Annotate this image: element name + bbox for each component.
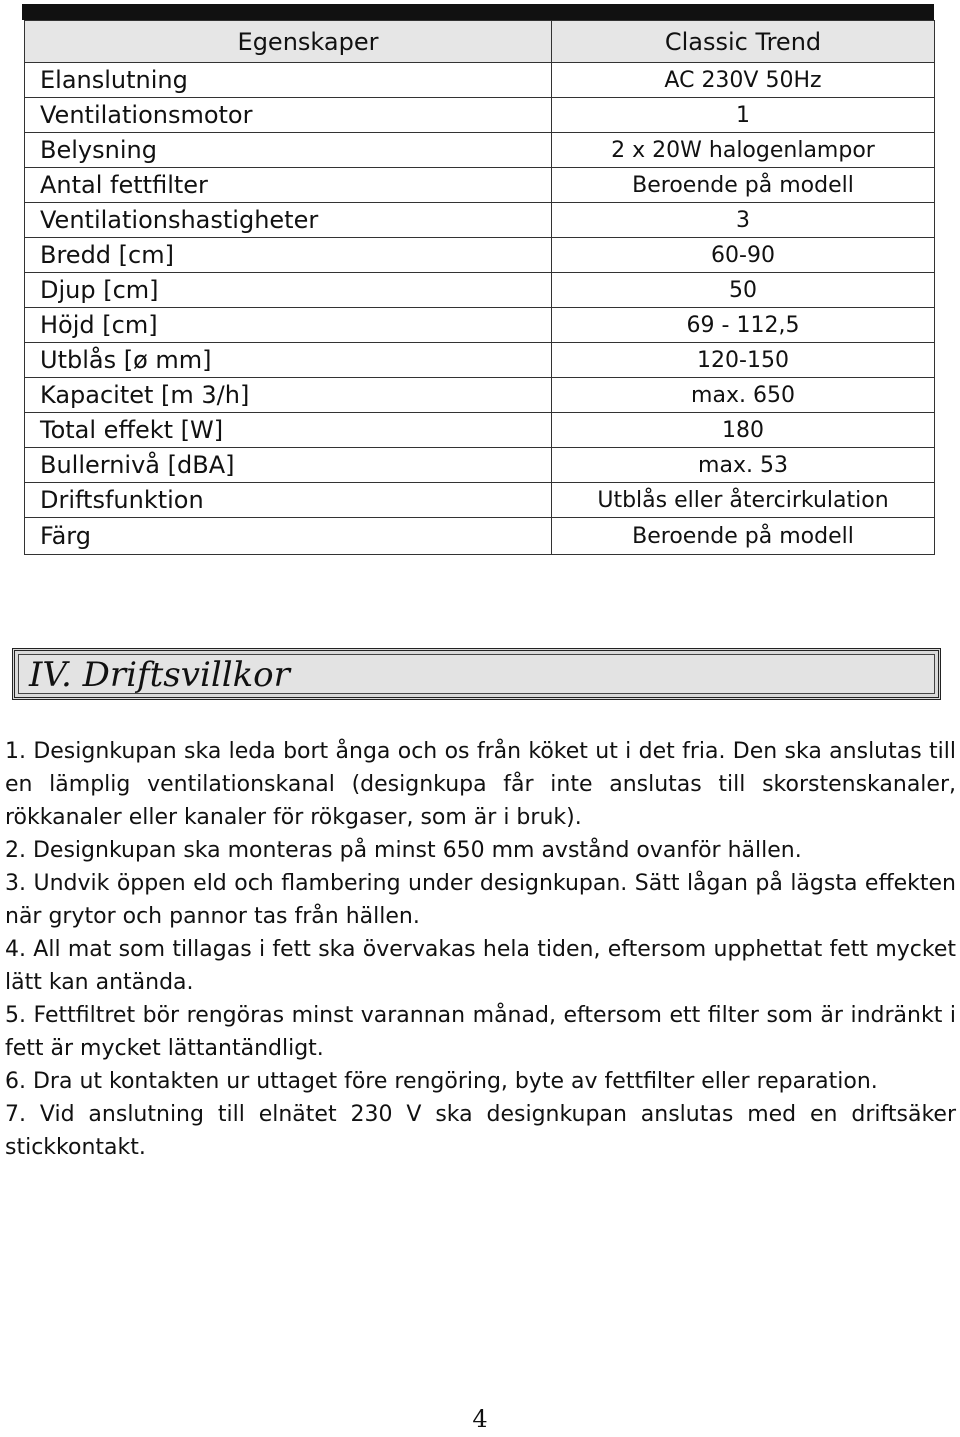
table-row (25, 168, 935, 203)
header-property: Egenskaper (25, 21, 552, 63)
row-label: Bullernivå [dBA] (25, 448, 552, 483)
list-item: 1. Designkupan ska leda bort ånga och os från köket ut i det fria. Den ska anslutas till en lämplig ventilationskanal (designkupa får inte anslutas till skorstenskanaler, rökkanaler eller kanaler för rökgaser, som är i bruk). (5, 739, 956, 830)
top-border-bar (22, 4, 934, 20)
row-value: 50 (552, 273, 935, 308)
table-header-row (25, 21, 935, 63)
row-label: Kapacitet [m 3/h] (25, 378, 552, 413)
row-value: 60-90 (552, 238, 935, 273)
header-model: Classic Trend (552, 21, 935, 63)
list-item: 5. Fettfiltret bör rengöras minst varannan månad, eftersom ett filter som är indränkt i fett är mycket lättantändligt. (5, 1003, 956, 1061)
section-title: IV. Driftsvillkor (29, 655, 290, 695)
table-row (25, 378, 935, 413)
section-heading-box (12, 648, 941, 700)
row-value: 3 (552, 203, 935, 238)
row-value: 180 (552, 413, 935, 448)
table-row (25, 98, 935, 133)
row-label: Ventilationshastigheter (25, 203, 552, 238)
table-row (25, 343, 935, 378)
list-item: 6. Dra ut kontakten ur uttaget före rengöring, byte av fettfilter eller reparation. (5, 1069, 878, 1094)
row-value: 120-150 (552, 343, 935, 378)
table-row (25, 413, 935, 448)
row-label: Ventilationsmotor (25, 98, 552, 133)
row-label: Belysning (25, 133, 552, 168)
table-row (25, 238, 935, 273)
table-row (25, 273, 935, 308)
list-item: 3. Undvik öppen eld och flambering under designkupan. Sätt lågan på lägsta effekten när grytor och pannor tas från hällen. (5, 871, 956, 929)
row-value: max. 650 (552, 378, 935, 413)
row-label: Driftsfunktion (25, 483, 552, 518)
row-value: 69 - 112,5 (552, 308, 935, 343)
specifications-table (24, 20, 935, 555)
row-label: Djup [cm] (25, 273, 552, 308)
list-item: 7. Vid anslutning till elnätet 230 V ska designkupan anslutas med en driftsäker stickkontakt. (5, 1102, 956, 1160)
row-value: max. 53 (552, 448, 935, 483)
table-row (25, 133, 935, 168)
row-value: Utblås eller återcirkulation (552, 483, 935, 518)
row-value: 2 x 20W halogenlampor (552, 133, 935, 168)
page-number: 4 (472, 1405, 488, 1433)
row-label: Elanslutning (25, 63, 552, 98)
row-label: Färg (25, 518, 552, 555)
table-row (25, 203, 935, 238)
table-row (25, 308, 935, 343)
table-row (25, 63, 935, 98)
row-label: Utblås [ø mm] (25, 343, 552, 378)
row-value: 1 (552, 98, 935, 133)
row-label: Antal fettfilter (25, 168, 552, 203)
operating-conditions-list (5, 735, 956, 1164)
row-value: Beroende på modell (552, 168, 935, 203)
row-label: Bredd [cm] (25, 238, 552, 273)
row-label: Total effekt [W] (25, 413, 552, 448)
table-row (25, 518, 935, 555)
row-value: Beroende på modell (552, 518, 935, 555)
list-item: 4. All mat som tillagas i fett ska övervakas hela tiden, eftersom upphettat fett mycket lätt kan antända. (5, 937, 956, 995)
row-label: Höjd [cm] (25, 308, 552, 343)
table-row (25, 448, 935, 483)
table-row (25, 483, 935, 518)
list-item: 2. Designkupan ska monteras på minst 650 mm avstånd ovanför hällen. (5, 838, 802, 863)
row-value: AC 230V 50Hz (552, 63, 935, 98)
